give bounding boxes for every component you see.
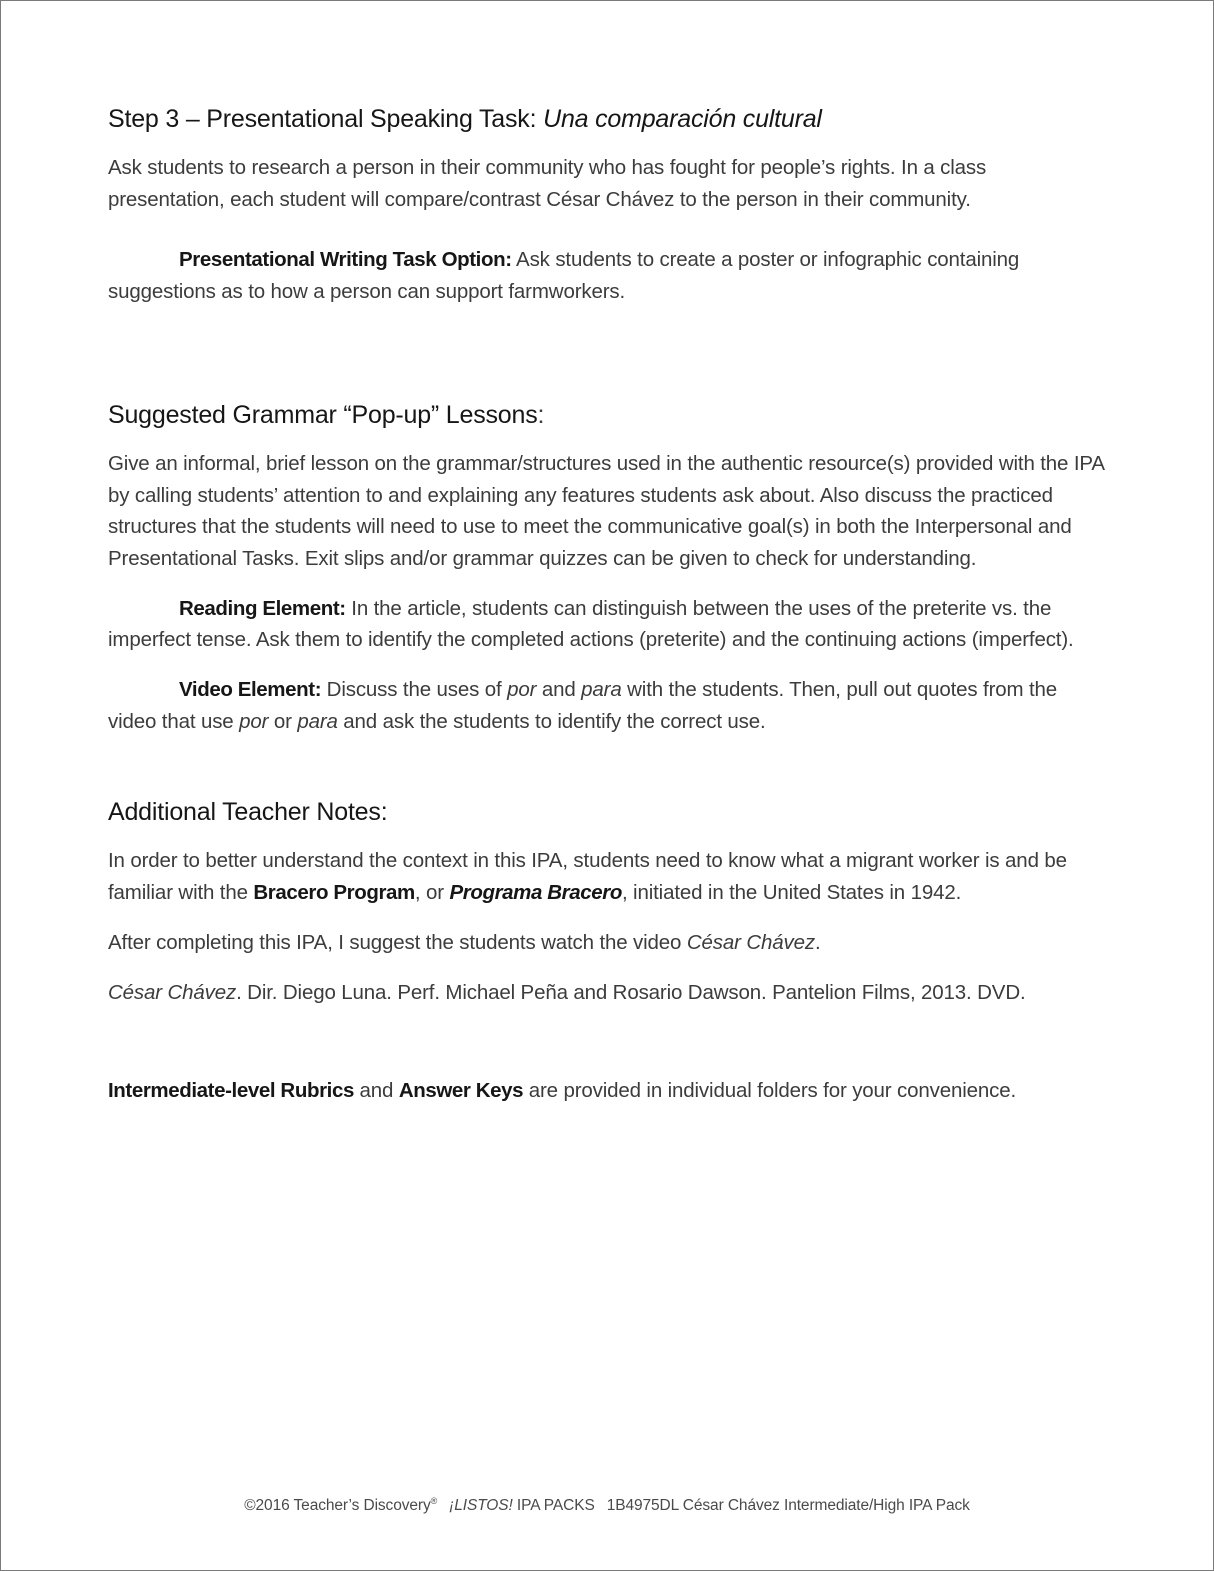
- video-por-1: por: [507, 678, 537, 702]
- page-footer: [1, 1496, 1213, 1515]
- video-para-1: para: [581, 678, 622, 702]
- closing-text-2: are provided in individual folders for your convenience.: [523, 1079, 1017, 1103]
- notes-paragraph-1: [108, 845, 1108, 908]
- video-para-2: para: [297, 709, 338, 733]
- grammar-body: Give an informal, brief lesson on the grammar/structures used in the authentic resource(s) provided with the IPA by calling students’ attention to and explaining any features students ask about. Also discuss the practiced structures that the students will need to use to meet the communicative goal(s) in both the Interpersonal and Presentational Tasks. Exit slips and/or grammar quizzes can be given to check for understanding.: [108, 451, 1104, 570]
- writing-option-label: Presentational Writing Task Option:: [179, 248, 512, 272]
- reading-element-paragraph: [108, 593, 1108, 656]
- step3-heading-text: Step 3 – Presentational Speaking Task:: [108, 105, 544, 133]
- video-text-3: with the students. Then, pull out quotes from the video that use: [108, 678, 1058, 733]
- notes-paragraph-2: [108, 927, 1108, 959]
- closing-bold-1: Intermediate-level Rubrics: [108, 1079, 354, 1103]
- notes-p1-text-1: In order to better understand the context in this IPA, students need to know what a migrant worker is and be familiar with the: [108, 849, 1067, 905]
- registered-mark: ®: [430, 1496, 438, 1506]
- programa-bracero: Programa Bracero: [449, 881, 622, 905]
- reading-element-label: Reading Element:: [179, 596, 346, 620]
- video-text-4: or: [268, 709, 298, 733]
- reading-element-text: In the article, students can distinguish between the uses of the preterite vs. the imperfect tense. Ask them to identify the completed actions (preterite) and the continuing actions (imperfect).: [108, 596, 1074, 652]
- notes-heading: Additional Teacher Notes:: [108, 798, 388, 827]
- notes-p1-text-3: , initiated in the United States in 1942.: [621, 881, 962, 905]
- video-text-5: and ask the students to identify the correct use.: [337, 709, 766, 733]
- closing-bold-2: Answer Keys: [398, 1079, 524, 1103]
- citation-text: . Dir. Diego Luna. Perf. Michael Peña and Rosario Dawson. Pantelion Films, 2013. DVD.: [236, 980, 1026, 1004]
- video-text-1: Discuss the uses of: [321, 678, 508, 702]
- closing-paragraph: [108, 1075, 1108, 1107]
- grammar-heading: [108, 397, 1108, 433]
- video-element-paragraph: [108, 674, 1108, 737]
- step3-heading-italic: Una comparación cultural: [543, 105, 822, 133]
- grammar-heading-colon: :: [537, 400, 545, 429]
- bracero-program: Bracero Program: [253, 881, 415, 905]
- page-content: [108, 101, 1108, 1107]
- notes-p1-text-2: , or: [414, 881, 450, 905]
- writing-option-paragraph: [108, 244, 1108, 307]
- step3-body: Ask students to research a person in their community who has fought for people’s rights. In a class presentation, each student will compare/contrast César Chávez to the person in their community.: [108, 156, 987, 211]
- notes-p2-end: .: [814, 930, 821, 954]
- video-element-label: Video Element:: [179, 678, 322, 702]
- footer-series-text: IPA PACKS: [512, 1497, 595, 1514]
- grammar-heading-text: Suggested Grammar “Pop-up” Lessons: [108, 400, 538, 429]
- writing-option-text: Ask students to create a poster or infographic containing suggestions as to how a person can support farmworkers.: [108, 248, 1020, 304]
- notes-p2-text: After completing this IPA, I suggest the students watch the video: [108, 930, 687, 954]
- video-por-2: por: [239, 709, 269, 733]
- citation-title: César Chávez: [108, 980, 237, 1004]
- step3-heading: [108, 101, 1108, 137]
- footer-series-italic: ¡LISTOS!: [449, 1497, 513, 1514]
- video-text-2: and: [536, 678, 582, 702]
- notes-citation: [108, 977, 1108, 1009]
- notes-p2-italic: César Chávez: [686, 930, 815, 954]
- footer-product: 1B4975DL César Chávez Intermediate/High IPA Pack: [606, 1497, 970, 1514]
- footer-copyright: ©2016 Teacher’s Discovery: [244, 1497, 431, 1514]
- closing-text-1: and: [353, 1079, 399, 1103]
